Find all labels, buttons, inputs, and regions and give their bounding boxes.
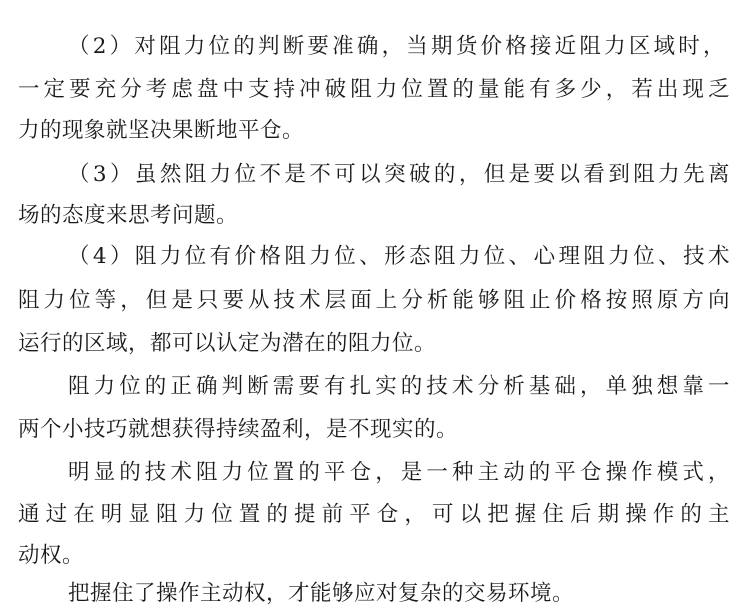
paragraph-1-line-3: 力的现象就坚决果断地平仓。 (18, 118, 305, 143)
paragraph-6-line-1: 把握住了操作主动权，才能够应对复杂的交易环境。 (68, 581, 575, 606)
paragraph-2-line-1: （3）虽然阻力位不是不可以突破的，但是要以看到阻力先离 (68, 162, 730, 187)
paragraph-1-line-1: （2）对阻力位的判断要准确，当期货价格接近阻力区域时， (68, 34, 725, 59)
paragraph-3-line-3: 运行的区域，都可以认定为潜在的阻力位。 (18, 331, 437, 356)
paragraph-4-line-1: 阻力位的正确判断需要有扎实的技术分析基础，单独想靠一 (68, 374, 730, 399)
paragraph-3-line-2: 阻力位等，但是只要从技术层面上分析能够阻止价格按照原方向 (18, 288, 730, 313)
paragraph-1-line-2: 一定要充分考虑盘中支持冲破阻力位置的量能有多少，若出现乏 (18, 77, 730, 102)
paragraph-5-line-1: 明显的技术阻力位置的平仓，是一种主动的平仓操作模式， (68, 460, 730, 485)
paragraph-5-line-2: 通过在明显阻力位置的提前平仓，可以把握住后期操作的主 (18, 502, 730, 527)
paragraph-5-line-3: 动权。 (18, 543, 85, 568)
paragraph-3-line-1: （4）阻力位有价格阻力位、形态阻力位、心理阻力位、技术 (68, 244, 730, 269)
paragraph-4-line-2: 两个小技巧就想获得持续盈利，是不现实的。 (18, 417, 459, 442)
paragraph-2-line-2: 场的态度来思考问题。 (18, 203, 239, 228)
